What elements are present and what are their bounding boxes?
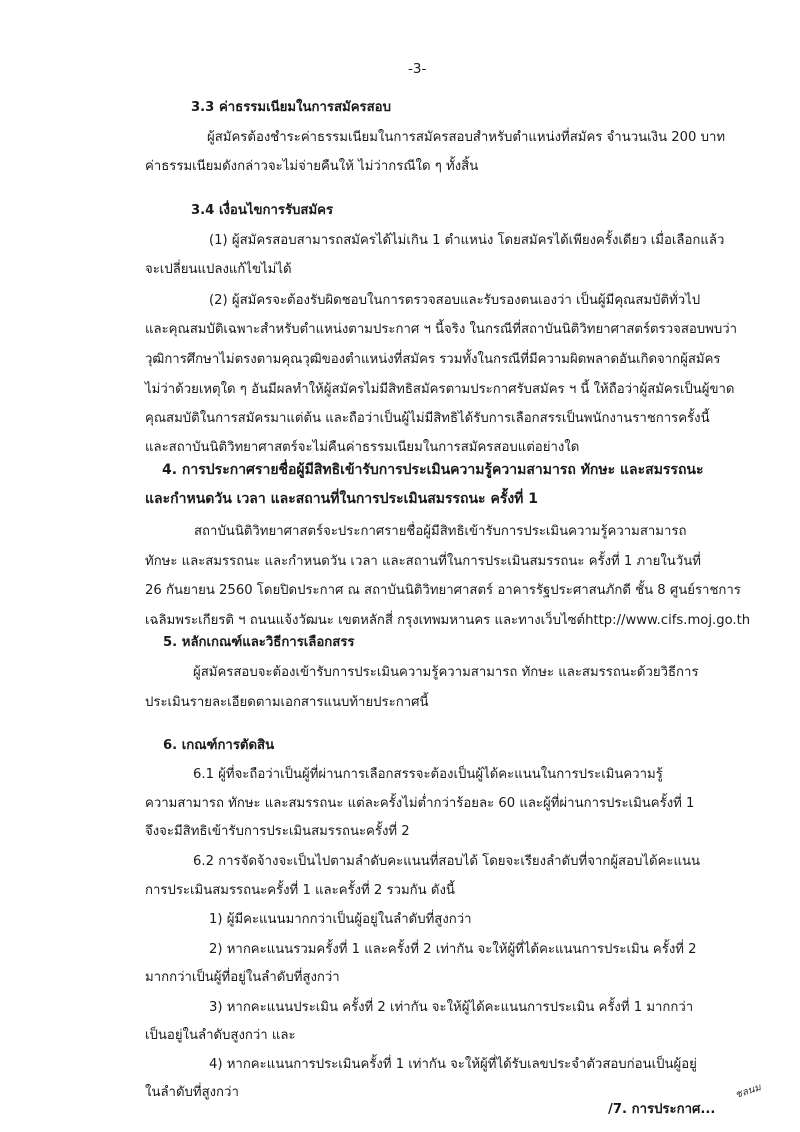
paragraph-line: ทักษะ และสมรรถนะ และกำหนดวัน เวลา และสถานที่ในการประเมินสมรรถนะ ครั้งที่ 1 ภายในวันที่ bbox=[145, 554, 701, 569]
page-number: -3- bbox=[408, 61, 427, 77]
section-heading: 3.4 เงื่อนไขการรับสมัคร bbox=[191, 203, 334, 218]
paragraph-line: สถาบันนิติวิทยาศาสตร์จะประกาศรายชื่อผู้มีสิทธิเข้ารับการประเมินความรู้ความสามารถ bbox=[194, 524, 687, 539]
section-heading: และกำหนดวัน เวลา และสถานที่ในการประเมินสมรรถนะ ครั้งที่ 1 bbox=[145, 491, 539, 507]
list-item: 1) ผู้มีคะแนนมากกว่าเป็นผู้อยู่ในลำดับที่สูงกว่า bbox=[209, 912, 472, 927]
paragraph-line: จะเปลี่ยนแปลงแก้ไขไม่ได้ bbox=[145, 262, 292, 277]
paragraph-line: ประเมินรายละเอียดตามเอกสารแนบท้ายประกาศนี้ bbox=[145, 695, 429, 710]
list-item: 2) หากคะแนนรวมครั้งที่ 1 และครั้งที่ 2 เท่ากัน จะให้ผู้ที่ได้คะแนนการประเมิน ครั้งที่ 2 bbox=[209, 942, 697, 957]
paragraph-line: (2) ผู้สมัครจะต้องรับผิดชอบในการตรวจสอบและรับรองตนเองว่า เป็นผู้มีคุณสมบัติทั่วไป bbox=[209, 293, 701, 308]
paragraph-line: ในลำดับที่สูงกว่า bbox=[145, 1085, 239, 1100]
paragraph-line: 26 กันยายน 2560 โดยปิดประกาศ ณ สถาบันนิติวิทยาศาสตร์ อาคารรัฐประศาสนภักดี ชั้น 8 ศูนย์ราชการ bbox=[145, 583, 741, 598]
paragraph-line: วุฒิการศึกษาไม่ตรงตามคุณวุฒิของตำแหน่งที่สมัคร รวมทั้งในกรณีที่มีความผิดพลาดอันเกิดจากผู้สมัคร bbox=[145, 352, 721, 367]
section-heading: 4. การประกาศรายชื่อผู้มีสิทธิเข้ารับการประเมินความรู้ความสามารถ ทักษะ และสมรรถนะ bbox=[162, 462, 704, 478]
list-item: 3) หากคะแนนประเมิน ครั้งที่ 2 เท่ากัน จะให้ผู้ได้คะแนนการประเมิน ครั้งที่ 1 มากกว่า bbox=[209, 1000, 694, 1015]
continuation-note: /7. การประกาศ... bbox=[608, 1102, 716, 1117]
list-item: 4) หากคะแนนการประเมินครั้งที่ 1 เท่ากัน จะให้ผู้ที่ได้รับเลขประจำตัวสอบก่อนเป็นผู้อยู่ bbox=[209, 1057, 697, 1072]
handwritten-initials: ชลนม bbox=[733, 1082, 763, 1101]
paragraph-line: การประเมินสมรรถนะครั้งที่ 1 และครั้งที่ 2 รวมกัน ดังนี้ bbox=[145, 883, 455, 898]
paragraph-line: คุณสมบัติในการสมัครมาแต่ต้น และถือว่าเป็นผู้ไม่มีสิทธิได้รับการเลือกสรรเป็นพนักงานราชการครั้งนี้ bbox=[145, 411, 710, 426]
paragraph-line: ผู้สมัครต้องชำระค่าธรรมเนียมในการสมัครสอบสำหรับตำแหน่งที่สมัคร จำนวนเงิน 200 บาท bbox=[207, 130, 726, 145]
section-heading: 5. หลักเกณฑ์และวิธีการเลือกสรร bbox=[163, 635, 355, 650]
paragraph-line: ผู้สมัครสอบจะต้องเข้ารับการประเมินความรู้ความสามารถ ทักษะ และสมรรถนะด้วยวิธีการ bbox=[193, 665, 699, 680]
paragraph-line: จึงจะมีสิทธิเข้ารับการประเมินสมรรถนะครั้งที่ 2 bbox=[145, 824, 410, 839]
paragraph-line: 6.1 ผู้ที่จะถือว่าเป็นผู้ที่ผ่านการเลือกสรรจะต้องเป็นผู้ได้คะแนนในการประเมินความรู้ bbox=[193, 767, 663, 782]
paragraph-line: ความสามารถ ทักษะ และสมรรถนะ แต่ละครั้งไม่ต่ำกว่าร้อยละ 60 และผู้ที่ผ่านการประเมินครั้งที่ 1 bbox=[145, 796, 695, 811]
paragraph-line: และสถาบันนิติวิทยาศาสตร์จะไม่คืนค่าธรรมเนียมในการสมัครสอบแต่อย่างใด bbox=[145, 440, 580, 455]
paragraph-line: 6.2 การจัดจ้างจะเป็นไปตามลำดับคะแนนที่สอบได้ โดยจะเรียงลำดับที่จากผู้สอบได้คะแนน bbox=[193, 854, 701, 869]
paragraph-line: (1) ผู้สมัครสอบสามารถสมัครได้ไม่เกิน 1 ตำแหน่ง โดยสมัครได้เพียงครั้งเดียว เมื่อเลือกแล้ว bbox=[209, 233, 725, 248]
paragraph-line: เฉลิมพระเกียรติ ฯ ถนนแจ้งวัฒนะ เขตหลักสี่ กรุงเทพมหานคร และทางเว็บไซต์http://www.cifs.moj.go.th bbox=[145, 613, 751, 628]
section-heading: 3.3 ค่าธรรมเนียมในการสมัครสอบ bbox=[191, 100, 391, 115]
paragraph-line: ค่าธรรมเนียมดังกล่าวจะไม่จ่ายคืนให้ ไม่ว่ากรณีใด ๆ ทั้งสิ้น bbox=[145, 159, 479, 174]
paragraph-line: เป็นอยู่ในลำดับสูงกว่า และ bbox=[145, 1028, 296, 1043]
paragraph-line: มากกว่าเป็นผู้ที่อยู่ในลำดับที่สูงกว่า bbox=[145, 970, 340, 985]
paragraph-line: และคุณสมบัติเฉพาะสำหรับตำแหน่งตามประกาศ ฯ นี้จริง ในกรณีที่สถาบันนิติวิทยาศาสตร์ตรวจสอบพบว่า bbox=[145, 322, 738, 337]
section-heading: 6. เกณฑ์การตัดสิน bbox=[163, 738, 275, 753]
paragraph-line: ไม่ว่าด้วยเหตุใด ๆ อันมีผลทำให้ผู้สมัครไม่มีสิทธิสมัครตามประกาศรับสมัคร ฯ นี้ ให้ถือว่าผู้สมัครเป็นผู้ขาด bbox=[145, 382, 735, 397]
